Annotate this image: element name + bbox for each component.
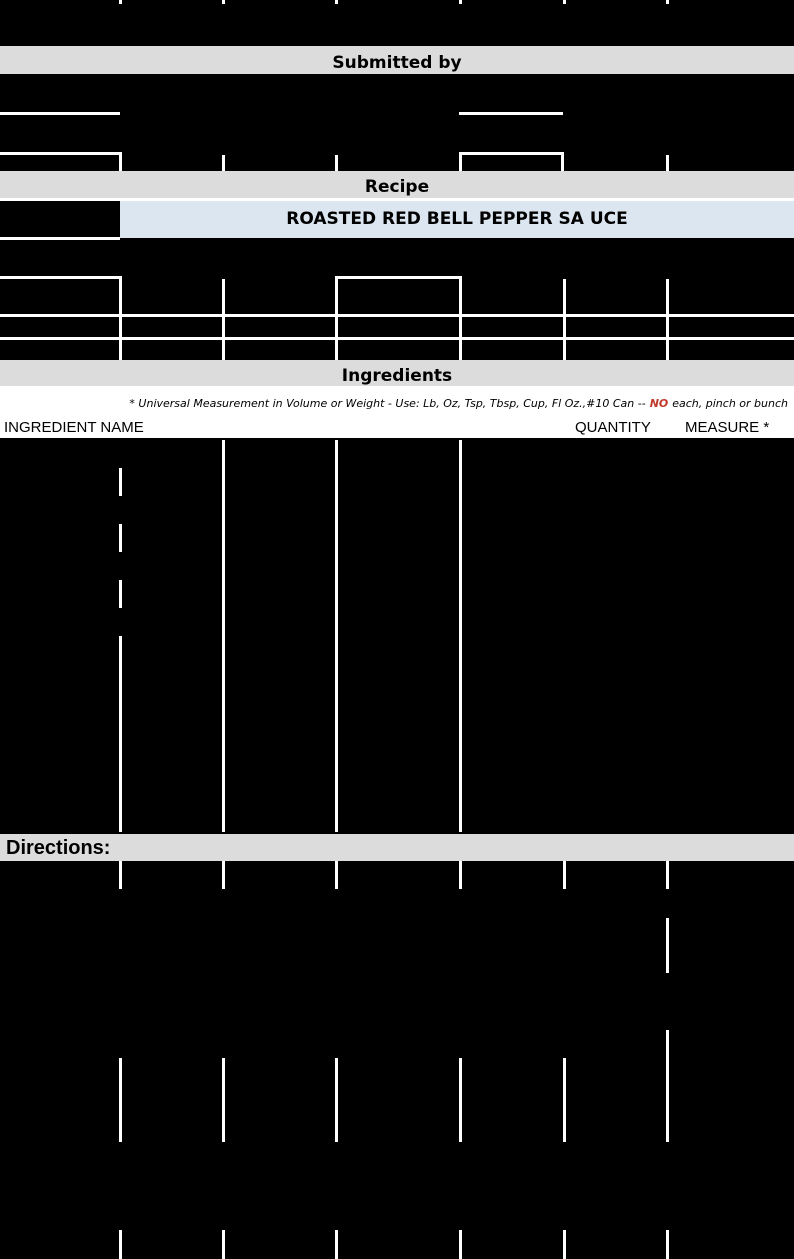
grid-tick bbox=[666, 1230, 669, 1259]
grid-line bbox=[459, 152, 563, 155]
measurement-note bbox=[0, 388, 794, 418]
grid-line bbox=[666, 918, 669, 973]
grid-tick bbox=[335, 0, 338, 4]
grid-line bbox=[0, 386, 794, 389]
grid-line bbox=[119, 636, 122, 832]
grid-line bbox=[222, 279, 225, 360]
measurement-note-suffix: each, pinch or bunch bbox=[672, 396, 788, 410]
grid-line bbox=[459, 861, 462, 889]
grid-line bbox=[222, 155, 225, 171]
recipe-header: Recipe bbox=[0, 171, 794, 198]
grid-line bbox=[459, 276, 462, 360]
grid-line bbox=[563, 1058, 566, 1142]
grid-line bbox=[459, 152, 462, 171]
grid-tick bbox=[119, 1230, 122, 1259]
directions-header: Directions: bbox=[0, 834, 794, 861]
grid-line bbox=[222, 861, 225, 889]
grid-tick bbox=[459, 0, 462, 4]
grid-line bbox=[335, 276, 460, 279]
grid-line bbox=[459, 1058, 462, 1142]
grid-line bbox=[561, 152, 564, 171]
grid-line bbox=[119, 1058, 122, 1142]
grid-line bbox=[666, 279, 669, 360]
grid-line bbox=[222, 440, 225, 832]
grid-line bbox=[222, 1058, 225, 1142]
ingredient-column-headers bbox=[0, 418, 794, 438]
grid-line bbox=[666, 861, 669, 889]
grid-line bbox=[119, 276, 122, 360]
grid-tick bbox=[666, 0, 669, 4]
grid-line bbox=[0, 276, 120, 279]
grid-line bbox=[563, 861, 566, 889]
grid-line bbox=[119, 861, 122, 889]
measurement-note-no: NO bbox=[649, 396, 669, 410]
grid-tick bbox=[335, 1230, 338, 1259]
measurement-note-prefix: * Universal Measurement in Volume or Weight - Use: Lb, Oz, Tsp, Tbsp, Cup, Fl Oz.,#10 Can -- bbox=[129, 396, 646, 410]
recipe-title-text: ROASTED RED BELL PEPPER SA UCE bbox=[286, 209, 628, 229]
grid-line bbox=[335, 155, 338, 171]
grid-line bbox=[0, 152, 120, 155]
grid-line bbox=[335, 440, 338, 832]
grid-line bbox=[119, 580, 122, 608]
grid-line bbox=[0, 237, 120, 240]
grid-line bbox=[335, 276, 338, 360]
grid-tick bbox=[563, 1230, 566, 1259]
grid-tick bbox=[459, 1230, 462, 1259]
grid-line bbox=[119, 152, 122, 171]
grid-line bbox=[119, 468, 122, 496]
grid-tick bbox=[563, 0, 566, 4]
grid-tick bbox=[119, 0, 122, 4]
recipe-title bbox=[120, 200, 794, 238]
grid-line bbox=[563, 279, 566, 360]
grid-line bbox=[666, 1030, 669, 1142]
ingredients-header: Ingredients bbox=[0, 360, 794, 387]
grid-line bbox=[119, 524, 122, 552]
grid-line bbox=[666, 155, 669, 171]
grid-line bbox=[335, 1058, 338, 1142]
grid-line bbox=[459, 112, 563, 115]
grid-line bbox=[0, 112, 120, 115]
measure-header: MEASURE * bbox=[685, 419, 770, 436]
grid-tick bbox=[222, 0, 225, 4]
grid-tick bbox=[222, 1230, 225, 1259]
submitted-by-header: Submitted by bbox=[0, 46, 794, 74]
grid-line bbox=[459, 440, 462, 832]
grid-line bbox=[0, 198, 794, 201]
grid-line bbox=[335, 861, 338, 889]
quantity-header: QUANTITY bbox=[575, 419, 651, 436]
ingredient-name-header: INGREDIENT NAME bbox=[4, 419, 144, 436]
